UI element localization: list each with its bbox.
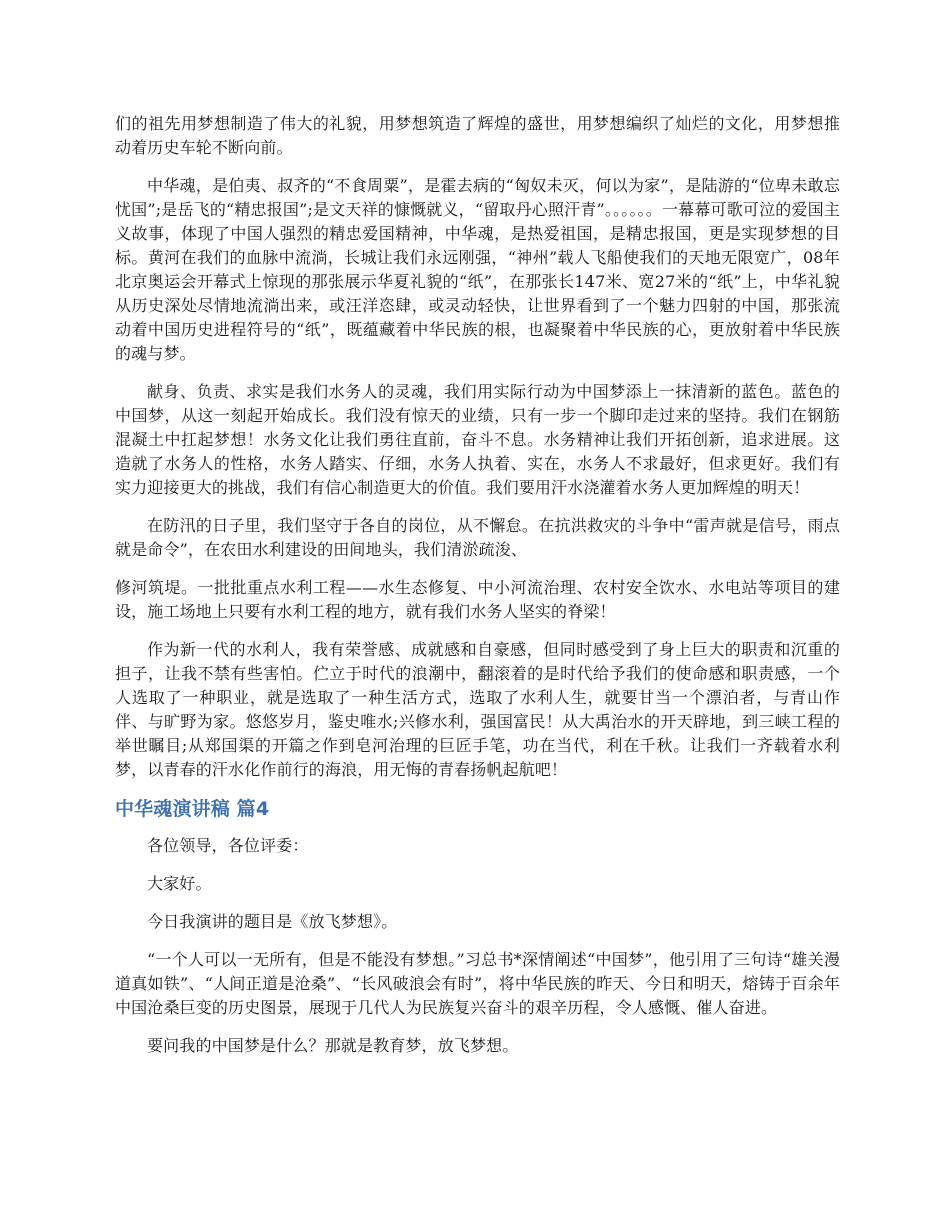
paragraph: 要问我的中国梦是什么？那就是教育梦，放飞梦想。: [147, 1036, 519, 1055]
paragraph: 中华魂，是伯夷、叔齐的“不食周粟”，是霍去病的“匈奴未灭，何以为家”，是陆游的“位卑未敢忘忧国”;是岳飞的“精忠报国”;是文天祥的慷慨就义，“留取丹心照汗青”。。。。。。一幕幕可歌可泣的爱国主义故事，体现了中国人强烈的精忠爱国精神，中华魂，是热爱祖国，是精忠报国，更是实现梦想的目标。黄河在我们的血脉中流淌，长城让我们永远刚强，“神州”载人飞船使我们的天地无限宽广，08年北京奥运会开幕式上惊现的那张展示华夏礼貌的“纸”，在那张长147米、宽27米的“纸”上，中华礼貌从历史深处尽情地流淌出来，或汪洋恣肆，或灵动轻快，让世界看到了一个魅力四射的中国，那张流动着中国历史进程符号的“纸”，既蕴藏着中华民族的根，也凝聚着中华民族的心，更放射着中华民族的魂与梦。: [115, 176, 840, 363]
document-page: [115, 112, 840, 1072]
paragraph: 各位领导，各位评委：: [147, 836, 309, 855]
section-heading: 中华魂演讲稿 篇4: [115, 798, 270, 820]
paragraph: 献身、负责、求实是我们水务人的灵魂，我们用实际行动为中国梦添上一抹清新的蓝色。蓝色的中国梦，从这一刻起开始成长。我们没有惊天的业绩，只有一步一个脚印走过来的坚持。我们在钢筋混凝土中扛起梦想！水务文化让我们勇往直前，奋斗不息。水务精神让我们开拓创新，追求进展。这造就了水务人的性格，水务人踏实、仔细，水务人执着、实在，水务人不求最好，但求更好。我们有实力迎接更大的挑战，我们有信心制造更大的价值。我们要用汗水浇灌着水务人更加辉煌的明天！: [115, 382, 840, 497]
paragraph: “一个人可以一无所有，但是不能没有梦想。”习总书*深情阐述“中国梦”，他引用了三句诗“雄关漫道真如铁”、“人间正道是沧桑”、“长风破浪会有时”，将中华民族的昨天、今日和明天，熔铸于百余年中国沧桑巨变的历史图景，展现于几代人为民族复兴奋斗的艰辛历程，令人感慨、催人奋进。: [115, 950, 840, 1017]
paragraph: 作为新一代的水利人，我有荣誉感、成就感和自豪感，但同时感受到了身上巨大的职责和沉重的担子，让我不禁有些害怕。伫立于时代的浪潮中，翻滚着的是时代给予我们的使命感和职责感，一个人选取了一种职业，就是选取了一种生活方式，选取了水利人生，就要甘当一个漂泊者，与青山作伴、与旷野为家。悠悠岁月，鉴史唯水;兴修水利，强国富民！从大禹治水的开天辟地，到三峡工程的举世瞩目;从郑国渠的开篇之作到皂河治理的巨匠手笔，功在当代，利在千秋。让我们一齐载着水利梦，以青春的汗水化作前行的海浪，用无悔的青春扬帆起航吧！: [115, 640, 840, 779]
paragraph: 今日我演讲的题目是《放飞梦想》。: [147, 912, 398, 931]
paragraph-continued: 修河筑堤。一批批重点水利工程——水生态修复、中小河流治理、农村安全饮水、水电站等项目的建设，施工场地上只要有水利工程的地方，就有我们水务人坚实的脊梁！: [115, 578, 840, 621]
paragraph-continued: 们的祖先用梦想制造了伟大的礼貌，用梦想筑造了辉煌的盛世，用梦想编织了灿烂的文化，用梦想推动着历史车轮不断向前。: [115, 114, 840, 157]
paragraph: 大家好。: [147, 874, 212, 893]
paragraph: 在防汛的日子里，我们坚守于各自的岗位，从不懈怠。在抗洪救灾的斗争中“雷声就是信号，雨点就是命令”，在农田水利建设的田间地头，我们清淤疏浚、: [115, 516, 840, 559]
